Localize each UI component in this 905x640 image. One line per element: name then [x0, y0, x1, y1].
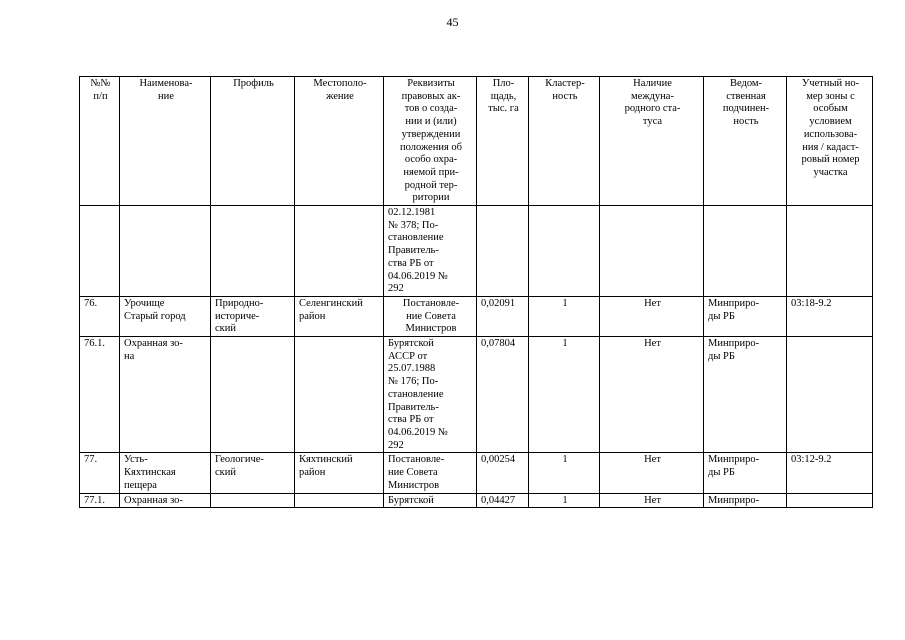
- row-requisites: Бурятской: [384, 493, 477, 508]
- row-cluster: [529, 206, 600, 297]
- header-cluster: Кластер- ность: [529, 77, 600, 206]
- header-cadastral-number: Учетный но- мер зоны с особым условием использова- ния / кадаст- ровый номер участка: [787, 77, 873, 206]
- row-location: [295, 206, 384, 297]
- row-name: Урочище Старый город: [120, 296, 211, 336]
- row-area: 0,02091: [477, 296, 529, 336]
- table-row: [80, 337, 873, 453]
- row-department: Минприро- ды РБ: [704, 337, 787, 453]
- row-profile: Природно- историче- ский: [211, 296, 295, 336]
- row-number: 76.: [80, 296, 120, 336]
- table-row: [80, 453, 873, 493]
- row-cluster: 1: [529, 296, 600, 336]
- row-number: 76.1.: [80, 337, 120, 453]
- row-requisites: 02.12.1981 № 378; По- становление Правитель- ства РБ от 04.06.2019 № 292: [384, 206, 477, 297]
- row-cadastral-number: [787, 493, 873, 508]
- header-department: Ведом- ственная подчинен- ность: [704, 77, 787, 206]
- row-requisites: Бурятской АССР от 25.07.1988 № 176; По- становление Правитель- ства РБ от 04.06.2019 № 292: [384, 337, 477, 453]
- row-location: Селенгинский район: [295, 296, 384, 336]
- row-area: 0,04427: [477, 493, 529, 508]
- row-department: Минприро- ды РБ: [704, 453, 787, 493]
- row-international-status: [600, 206, 704, 297]
- row-area: 0,07804: [477, 337, 529, 453]
- row-international-status: Нет: [600, 296, 704, 336]
- row-requisites: Постановле- ние Совета Министров: [384, 296, 477, 336]
- row-profile: [211, 206, 295, 297]
- row-international-status: Нет: [600, 453, 704, 493]
- table-row: [80, 493, 873, 508]
- row-name: [120, 206, 211, 297]
- header-legal-acts: Реквизиты правовых ак- тов о созда- нии и (или) утверждении положения об особо охра- няемой при- родной тер- ритории: [384, 77, 477, 206]
- header-name: Наименова- ние: [120, 77, 211, 206]
- row-profile: Геологиче- ский: [211, 453, 295, 493]
- row-department: Минприро- ды РБ: [704, 296, 787, 336]
- header-location: Местополо- жение: [295, 77, 384, 206]
- header-area: Пло- щадь, тыс. га: [477, 77, 529, 206]
- row-international-status: Нет: [600, 337, 704, 453]
- row-number: [80, 206, 120, 297]
- row-location: [295, 337, 384, 453]
- row-name: Усть- Кяхтинская пещера: [120, 453, 211, 493]
- row-cadastral-number: [787, 337, 873, 453]
- row-profile: [211, 493, 295, 508]
- row-name: Охранная зо- на: [120, 337, 211, 453]
- table-header-row: [80, 77, 873, 206]
- row-international-status: Нет: [600, 493, 704, 508]
- table-row: [80, 206, 873, 297]
- row-area: [477, 206, 529, 297]
- row-cluster: 1: [529, 337, 600, 453]
- row-location: Кяхтинский район: [295, 453, 384, 493]
- row-profile: [211, 337, 295, 453]
- row-cadastral-number: 03:18-9.2: [787, 296, 873, 336]
- row-cluster: 1: [529, 493, 600, 508]
- row-department: Минприро-: [704, 493, 787, 508]
- page-number: 45: [446, 15, 459, 29]
- row-department: [704, 206, 787, 297]
- row-area: 0,00254: [477, 453, 529, 493]
- row-cadastral-number: 03:12-9.2: [787, 453, 873, 493]
- header-number: №№ п/п: [80, 77, 120, 206]
- row-number: 77.: [80, 453, 120, 493]
- protected-areas-table: [79, 76, 873, 508]
- row-location: [295, 493, 384, 508]
- header-international-status: Наличие междуна- родного ста- туса: [600, 77, 704, 206]
- table-row: [80, 296, 873, 336]
- header-profile: Профиль: [211, 77, 295, 206]
- row-name: Охранная зо-: [120, 493, 211, 508]
- row-cadastral-number: [787, 206, 873, 297]
- row-number: 77.1.: [80, 493, 120, 508]
- row-requisites: Постановле- ние Совета Министров: [384, 453, 477, 493]
- row-cluster: 1: [529, 453, 600, 493]
